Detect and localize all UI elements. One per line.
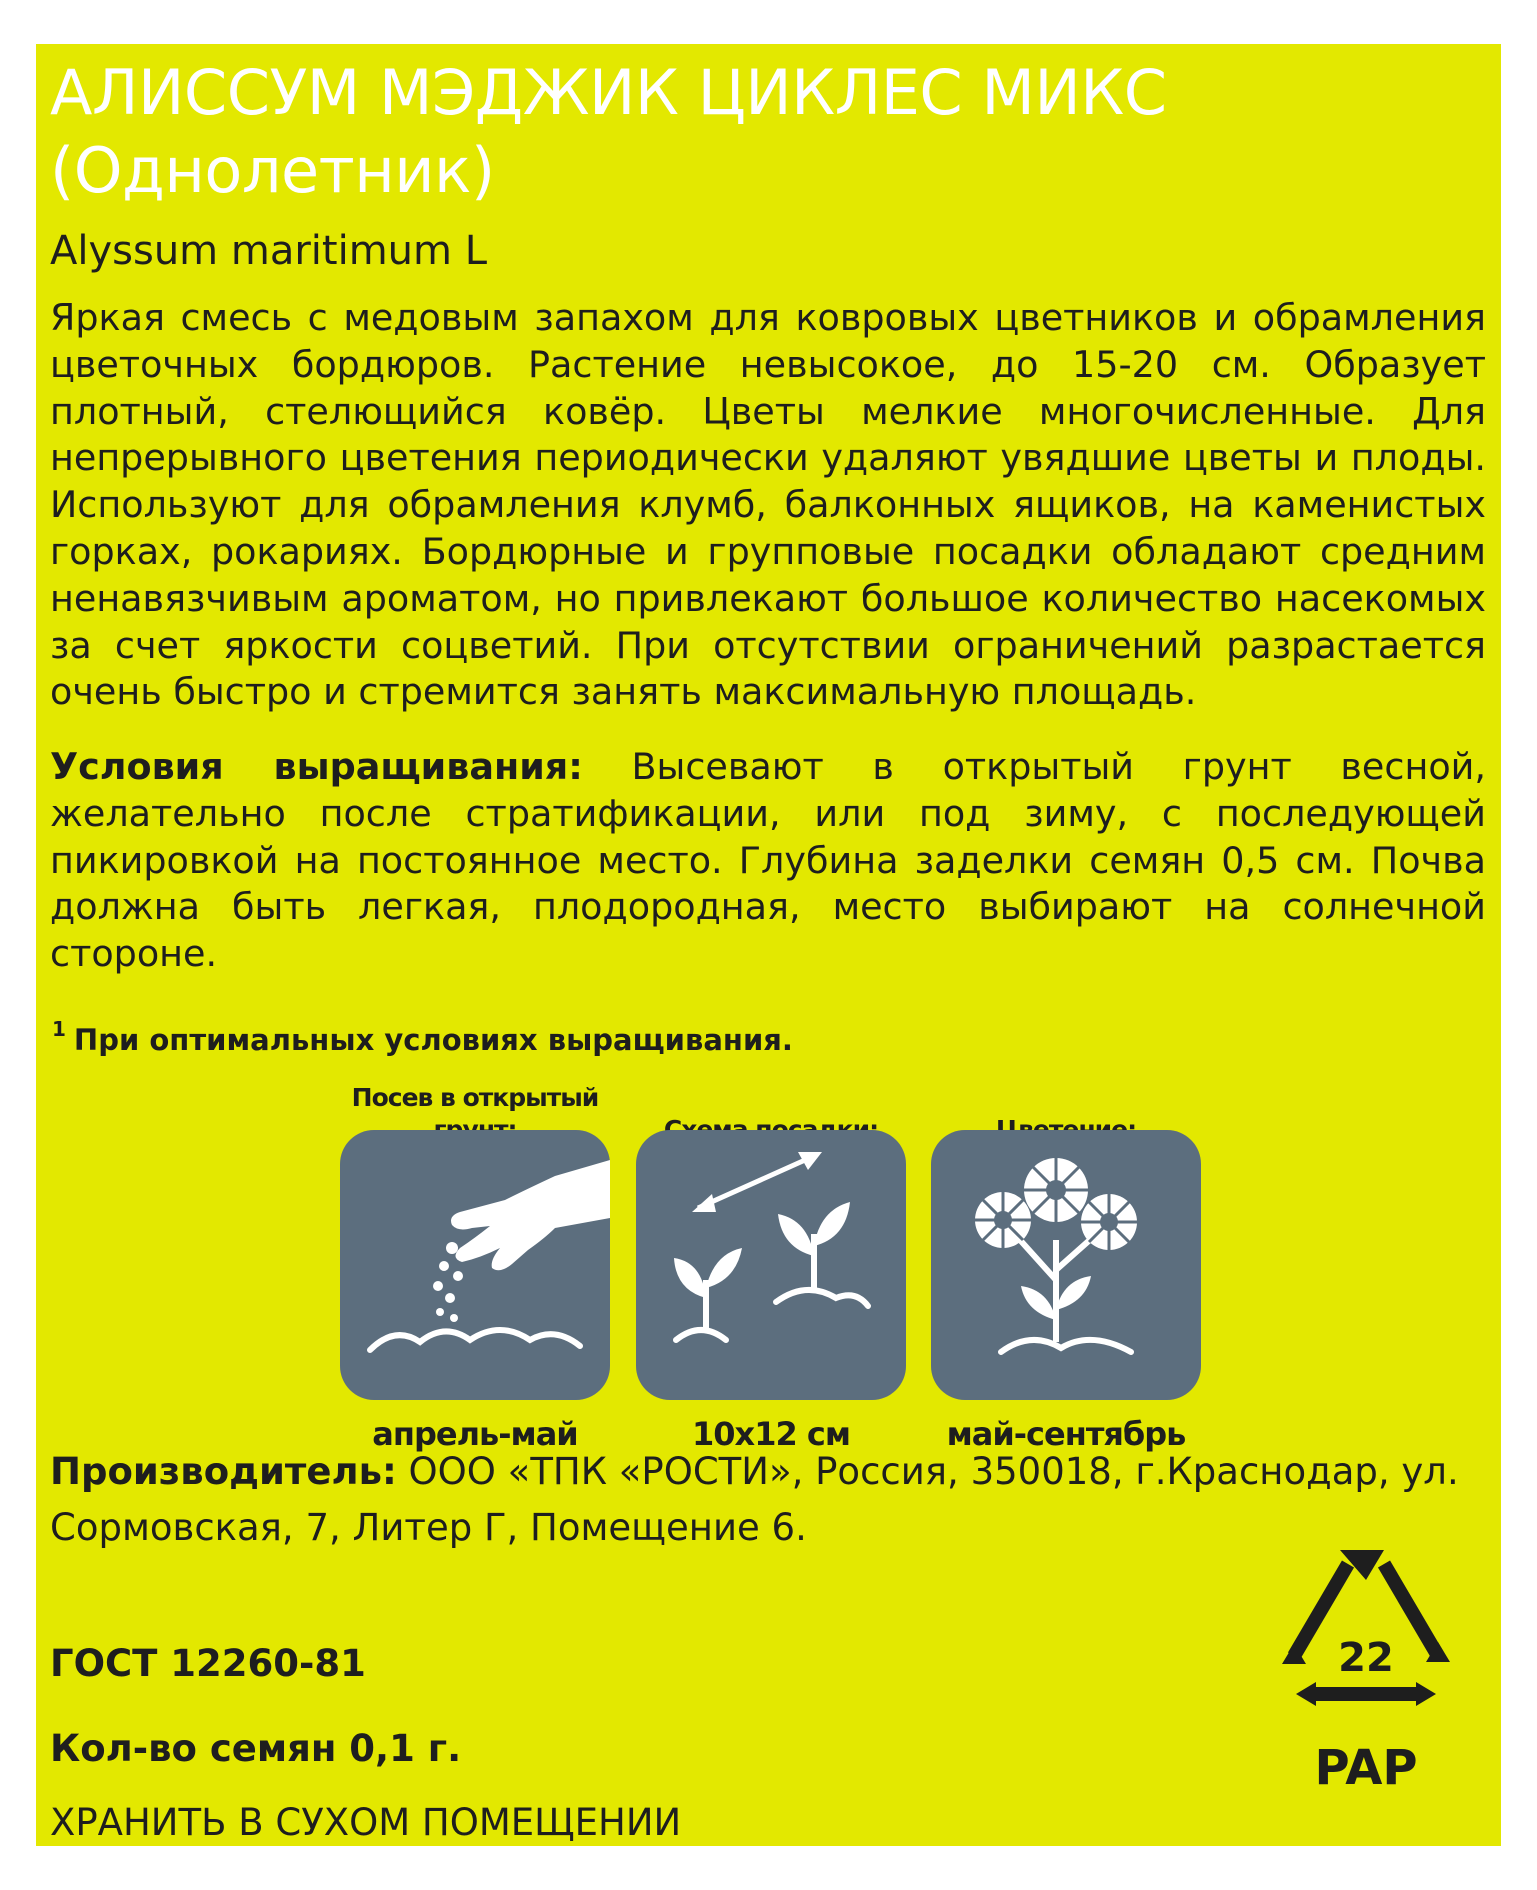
flowering-period: май-сентябрь <box>946 1415 1186 1453</box>
planting-scheme-size: 10х12 см <box>692 1415 850 1453</box>
product-title: АЛИССУМ МЭДЖИК ЦИКЛЕС МИКС (Однолетник) <box>50 56 1167 207</box>
manufacturer-label: Производитель: <box>50 1450 397 1493</box>
gost-standard: ГОСТ 12260-81 <box>50 1642 366 1685</box>
recycling-label: PAP <box>1314 1740 1418 1796</box>
growing-conditions <box>50 744 1486 978</box>
growing-conditions-text: Высевают в открытый грунт весной, желательно после стратификации, или под зиму, с последующей пикировкой на постоянное место. Глубина заделки семян 0,5 см. Почва должна быть легкая, плодородная, место выбирают на солнечной стороне. <box>50 745 1486 976</box>
growing-conditions-label: Условия выращивания: <box>50 745 583 788</box>
storage-instruction: ХРАНИТЬ В СУХОМ ПОМЕЩЕНИИ <box>50 1801 682 1844</box>
description: Яркая смесь с медовым запахом для ковровых цветников и обрамления цветочных бордюров. Растение невысокое, до 15-20 см. Образует плотный, стелющийся ковёр. Цветы мелкие многочисленные. Для непрерывного цветения периодически удаляют увядшие цветы и плоды. Используют для обрамления клумб, балконных ящиков, на каменистых горках, рокариях. Бордюрные и групповые посадки обладают средним ненавязчивым ароматом, но привлекают большое количество насекомых за счет яркости соцветий. При отсутствии ограничений разрастается очень быстро и стремится занять максимальную площадь. <box>50 296 1486 714</box>
sowing-period: апрель-май <box>372 1415 578 1453</box>
footnote-marker: 1 <box>52 1017 66 1041</box>
recycling-code: 22 <box>1338 1635 1394 1681</box>
seed-amount: Кол-во семян 0,1 г. <box>50 1727 462 1770</box>
seed-packet-back <box>36 44 1501 1846</box>
flowers-icon <box>931 1130 1201 1400</box>
recycling-mark <box>1276 1544 1456 1796</box>
sowing-heading: Посев в открытый <box>351 1083 599 1112</box>
manufacturer <box>50 1444 1490 1556</box>
footnote-text: При оптимальных условиях выращивания. <box>73 1023 793 1057</box>
latin-name: Alyssum maritimum L <box>50 228 487 274</box>
planting-scheme-icon <box>636 1130 906 1400</box>
manufacturer-text: ООО «ТПК «РОСТИ», Россия, 350018, г.Краснодар, ул. Сормовская, 7, Литер Г, Помещение 6. <box>50 1450 1459 1549</box>
hand-sowing-seeds-icon <box>340 1130 610 1400</box>
